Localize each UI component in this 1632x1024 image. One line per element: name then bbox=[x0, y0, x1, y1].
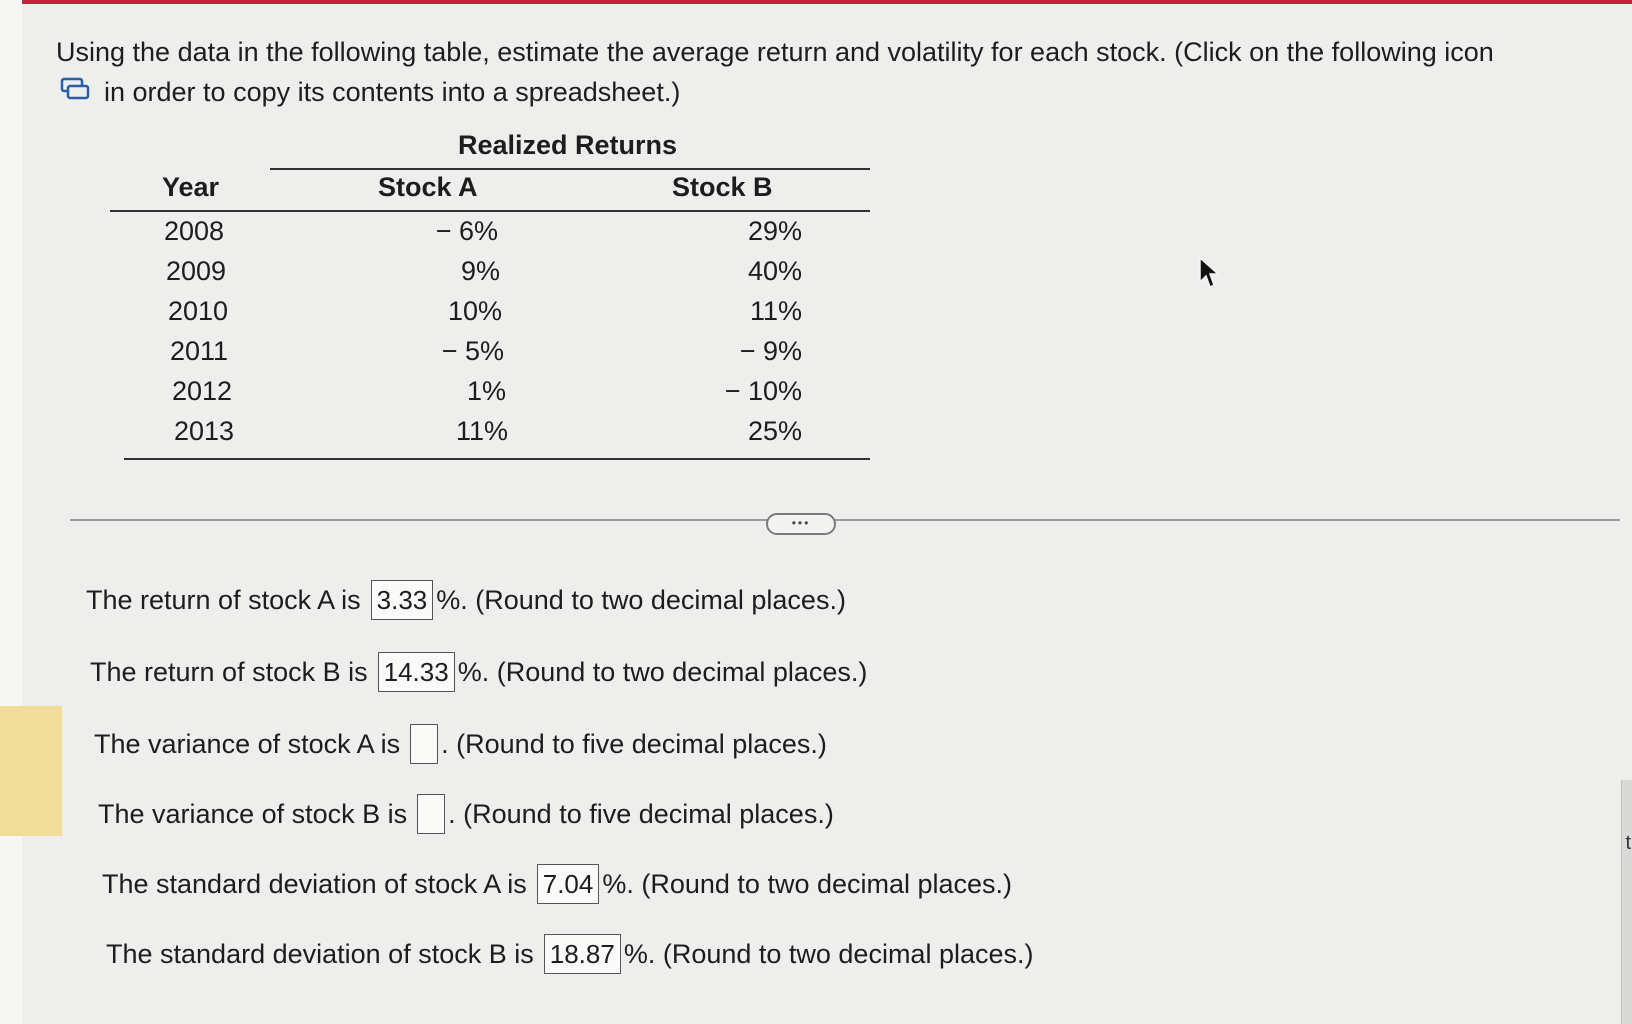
answer-prompt: The return of stock B is bbox=[90, 656, 368, 687]
year-header: Year bbox=[162, 172, 220, 202]
return-a-answer-box[interactable]: 3.33 bbox=[371, 580, 434, 620]
answer-row-variance-b bbox=[98, 794, 834, 834]
group-header-rule bbox=[270, 168, 870, 170]
answer-instruction: %. (Round to two decimal places.) bbox=[602, 868, 1013, 899]
question-line-1: Using the data in the following table, estimate the average return and volatility for each stock. (Click on the following icon bbox=[56, 37, 1494, 67]
realized-returns-header: Realized Returns bbox=[458, 130, 678, 160]
left-edge bbox=[0, 0, 22, 1024]
stock-b-cell: 25% bbox=[747, 416, 802, 446]
stock-a-cell: − 5% bbox=[441, 336, 504, 366]
answer-instruction: . (Round to five decimal places.) bbox=[448, 798, 834, 829]
copy-icon[interactable] bbox=[60, 72, 90, 112]
answer-instruction: %. (Round to two decimal places.) bbox=[436, 584, 846, 615]
returns-table bbox=[110, 130, 870, 470]
more-button[interactable]: ••• bbox=[766, 513, 836, 535]
stock-b-cell: 29% bbox=[747, 216, 802, 246]
variance-a-input[interactable] bbox=[410, 724, 438, 764]
stock-b-cell: − 10% bbox=[724, 376, 802, 406]
right-scroll-strip bbox=[1621, 780, 1632, 1024]
stdev-b-answer-box[interactable]: 18.87 bbox=[544, 934, 621, 974]
stdev-a-answer-box[interactable]: 7.04 bbox=[537, 864, 600, 904]
stock-a-cell: 11% bbox=[455, 416, 508, 446]
stock-b-cell: 40% bbox=[747, 256, 802, 286]
section-divider bbox=[70, 519, 1620, 521]
answer-prompt: The variance of stock A is bbox=[94, 728, 401, 759]
year-cell: 2009 bbox=[166, 256, 227, 286]
answer-prompt: The standard deviation of stock A is bbox=[102, 868, 527, 899]
answer-prompt: The standard deviation of stock B is bbox=[106, 938, 534, 969]
year-cell: 2010 bbox=[168, 296, 229, 326]
stock-b-cell: − 9% bbox=[739, 336, 802, 366]
answer-row-variance-a bbox=[94, 724, 827, 764]
top-accent-bar bbox=[0, 0, 1632, 4]
year-cell: 2011 bbox=[170, 336, 229, 366]
side-tab bbox=[0, 706, 62, 836]
question-text bbox=[56, 32, 1586, 116]
year-cell: 2012 bbox=[172, 376, 233, 406]
stock-a-cell: − 6% bbox=[435, 216, 498, 246]
stock-b-cell: 11% bbox=[749, 296, 802, 326]
header-rule bbox=[110, 210, 870, 212]
return-b-answer-box[interactable]: 14.33 bbox=[378, 652, 455, 692]
answer-row-stdev-b bbox=[106, 934, 1034, 974]
answer-instruction: . (Round to five decimal places.) bbox=[441, 728, 827, 759]
question-line-2: in order to copy its contents into a spreadsheet.) bbox=[104, 77, 681, 108]
table-bottom-rule bbox=[124, 458, 870, 460]
answer-row-stdev-a bbox=[102, 864, 1012, 904]
answer-row-return-a bbox=[86, 580, 846, 620]
variance-b-input[interactable] bbox=[417, 794, 445, 834]
stock-a-header: Stock A bbox=[378, 172, 478, 202]
stock-a-cell: 10% bbox=[447, 296, 502, 326]
stock-a-cell: 9% bbox=[460, 256, 500, 286]
answer-row-return-b bbox=[90, 652, 867, 692]
year-cell: 2013 bbox=[174, 416, 235, 446]
answer-instruction: %. (Round to two decimal places.) bbox=[457, 656, 868, 687]
answer-instruction: %. (Round to two decimal places.) bbox=[623, 938, 1034, 969]
answer-prompt: The variance of stock B is bbox=[98, 798, 408, 829]
answer-prompt: The return of stock A is bbox=[86, 584, 361, 615]
edge-char: t bbox=[1625, 832, 1631, 854]
year-cell: 2008 bbox=[164, 216, 225, 246]
mouse-pointer-icon bbox=[1198, 256, 1220, 295]
stock-a-cell: 1% bbox=[466, 376, 506, 406]
stock-b-header: Stock B bbox=[672, 172, 773, 202]
